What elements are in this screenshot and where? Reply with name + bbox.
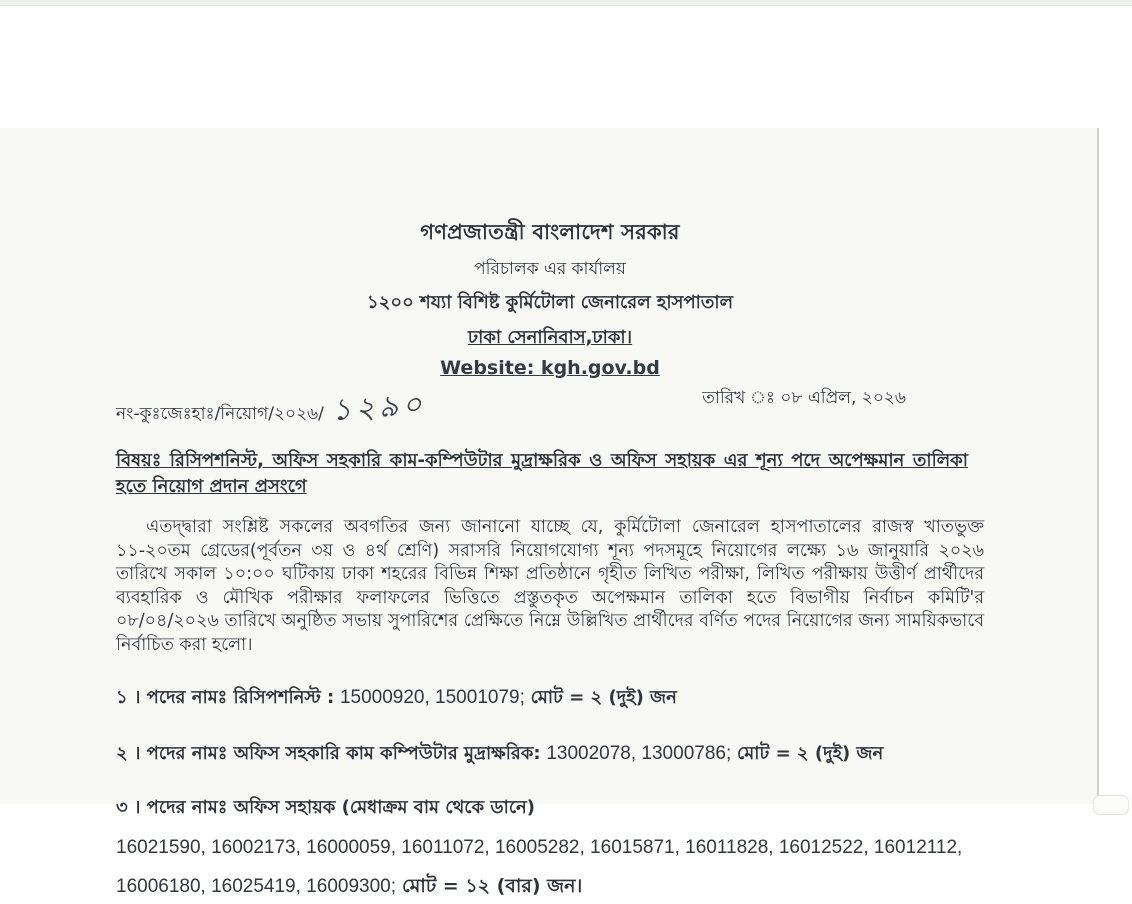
item-1-candidate-ids: 15000920, 15001079;: [339, 686, 525, 708]
item-2-candidate-ids: 13002078, 13000786;: [546, 742, 732, 764]
item-1-total: মোট = ২ (দুই) জন: [530, 686, 677, 708]
item-3-total: মোট = ১২ (বার) জন।: [402, 874, 583, 897]
item-2-total: মোট = ২ (দুই) জন: [736, 742, 884, 764]
hospital-name: ১২০০ শয্যা বিশিষ্ট কুর্মিটোলা জেনারেল হাসপাতাল: [366, 292, 734, 313]
scanned-document-page: [0, 128, 1099, 897]
memo-number-prefix: নং-কুঃজেঃহাঃ/নিয়োগ/২০২৬/: [116, 404, 324, 424]
item-1-label: ১ । পদের নামঃ রিসিপশনিস্ট :: [116, 686, 335, 708]
address-line: ঢাকা সেনানিবাস,ঢাকা।: [467, 327, 633, 348]
list-item-3: [116, 793, 982, 824]
floating-corner-button[interactable]: [1093, 795, 1129, 815]
website-link-text: Website: kgh.gov.bd: [440, 357, 660, 379]
top-strip: [0, 0, 1132, 6]
government-title: গণপ্রজাতন্ত্রী বাংলাদেশ সরকার: [420, 220, 680, 244]
subject-line: বিষয়ঃ রিসিপশনিস্ট, অফিস সহকারি কাম-কম্পিউটার মুদ্রাক্ষরিক ও অফিস সহায়ক এর শূন্য পদে অপেক্ষমান তালিকা হতে নিয়োগ প্রদান প্রসংগে: [116, 450, 968, 497]
memo-number-group: [116, 385, 426, 436]
item-3-title: ৩ । পদের নামঃ অফিস সহায়ক (মেধাক্রম বাম থেকে ডানে): [116, 796, 536, 818]
list-item-1: [116, 683, 982, 714]
item-3-ids-line-2-numbers: 16006180, 16025419, 16009300;: [116, 875, 396, 897]
list-item-2: [116, 739, 982, 770]
letterhead: [116, 216, 984, 379]
date-label: তারিখ ঃ ০৮ এপ্রিল, ২০২৬: [702, 388, 906, 408]
memo-serial-handwritten: ১২৯০: [330, 386, 427, 429]
reference-line: [116, 385, 984, 436]
body-paragraph: এতদ্দ্বারা সংশ্লিষ্ট সকলের অবগতির জন্য জানানো যাচ্ছে যে, কুর্মিটোলা জেনারেল হাসপাতালের রাজস্ব খাতভুক্ত ১১-২০তম গ্রেডের(পূর্বতন ৩য় ও ৪র্থ শ্রেণি) সরাসরি নিয়োগযোগ্য শূন্য পদসমূহে নিয়োগের লক্ষ্যে ১৬ জানুয়ারি ২০২৬ তারিখে সকাল ১০:০০ ঘটিকায় ঢাকা শহরের বিভিন্ন শিক্ষা প্রতিষ্ঠানে গৃহীত লিখিত পরীক্ষা, লিখিত পরীক্ষায় উত্তীর্ণ প্রার্থীদের ব্যবহারিক ও মৌখিক পরীক্ষার ফলাফলের ভিত্তিতে প্রস্তুতকৃত অপেক্ষমান তালিকা হতে বিভাগীয় নির্বাচন কমিটি'র ০৮/০৪/২০২৬ তারিখে অনুষ্ঠিত সভায় সুপারিশের প্রেক্ষিতে নিম্নে উল্লিখিত প্রার্থীদের বর্ণিত পদের নিয়োগের জন্য সাময়িকভাবে নির্বাচিত করা হলো।: [116, 517, 984, 655]
item-3-ids-line-1: 16021590, 16002173, 16000059, 16011072, 16005282, 16015871, 16011828, 16012522, 16012112,: [116, 836, 963, 858]
item-2-label: ২ । পদের নামঃ অফিস সহকারি কাম কম্পিউটার মুদ্রাক্ষরিক:: [116, 742, 541, 764]
item-3-ids-line-2: [116, 872, 982, 904]
document-content: [0, 128, 1097, 904]
office-name: পরিচালক এর কার্যালয়: [474, 259, 626, 279]
